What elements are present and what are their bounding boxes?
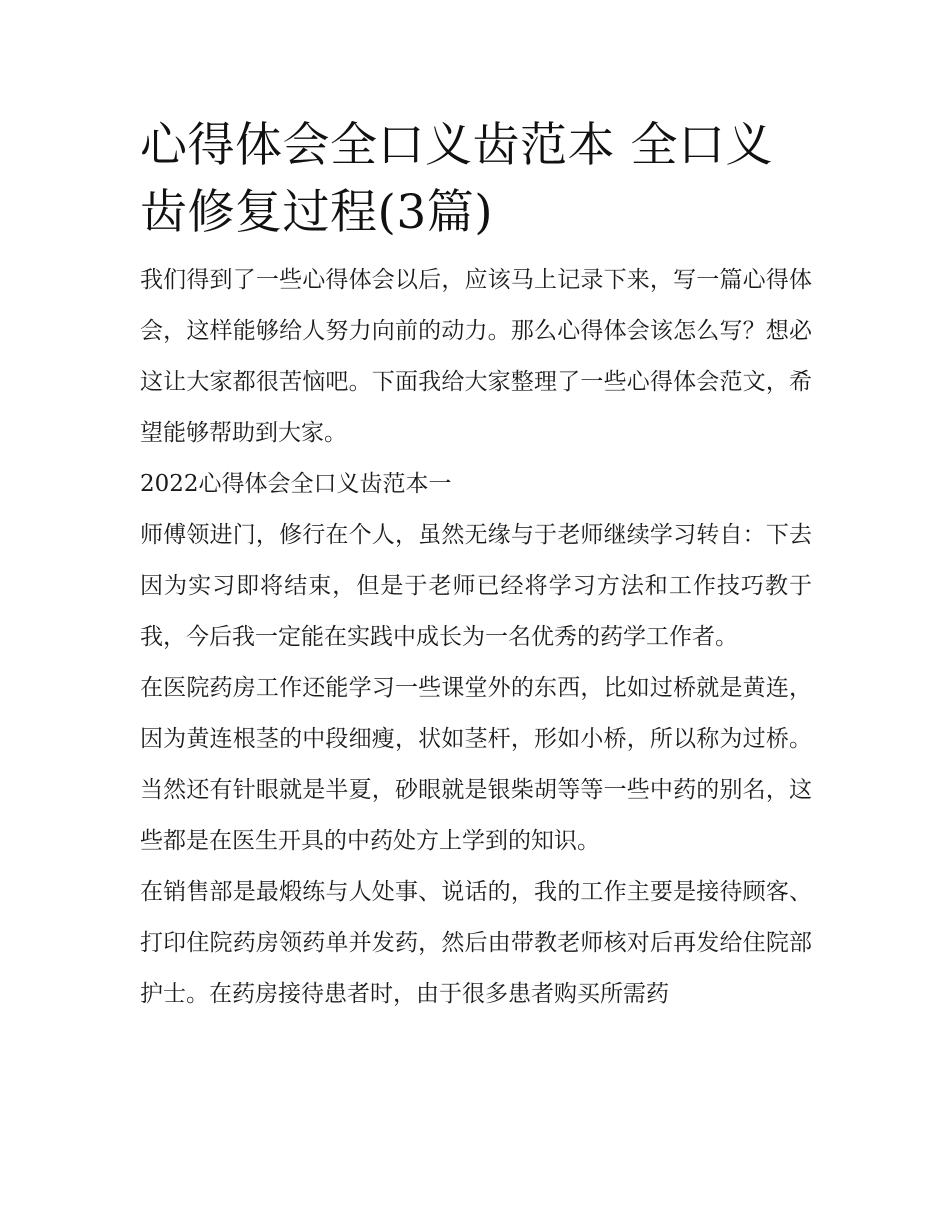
body-paragraph-1: 师傅领进门，修行在个人，虽然无缘与于老师继续学习转自：下去因为实习即将结束，但是于老师已经将学习方法和工作技巧教于我，今后我一定能在实践中成长为一名优秀的药学工作者。: [140, 522, 812, 650]
intro-paragraph: 我们得到了一些心得体会以后，应该马上记录下来，写一篇心得体会，这样能够给人努力向前的动力。那么心得体会该怎么写？想必这让大家都很苦恼吧。下面我给大家整理了一些心得体会范文，希望能够帮助到大家。: [140, 267, 812, 446]
body-paragraph-3: 在销售部是最煅练与人处事、说话的，我的工作主要是接待顾客、打印住院药房领药单并发药，然后由带教老师核对后再发给住院部护士。在药房接待患者时，由于很多患者购买所需药: [140, 879, 812, 1007]
document-body: [140, 112, 812, 1020]
document-title: 心得体会全口义齿范本 全口义齿修复过程(3篇): [140, 118, 773, 240]
section-heading: 2022心得体会全口义齿范本一: [140, 471, 452, 497]
body-paragraph-2: 在医院药房工作还能学习一些课堂外的东西，比如过桥就是黄连，因为黄连根茎的中段细瘦，状如茎杆，形如小桥，所以称为过桥。当然还有针眼就是半夏，砂眼就是银柴胡等等一些中药的别名，这些都是在医生开具的中药处方上学到的知识。: [140, 675, 812, 854]
